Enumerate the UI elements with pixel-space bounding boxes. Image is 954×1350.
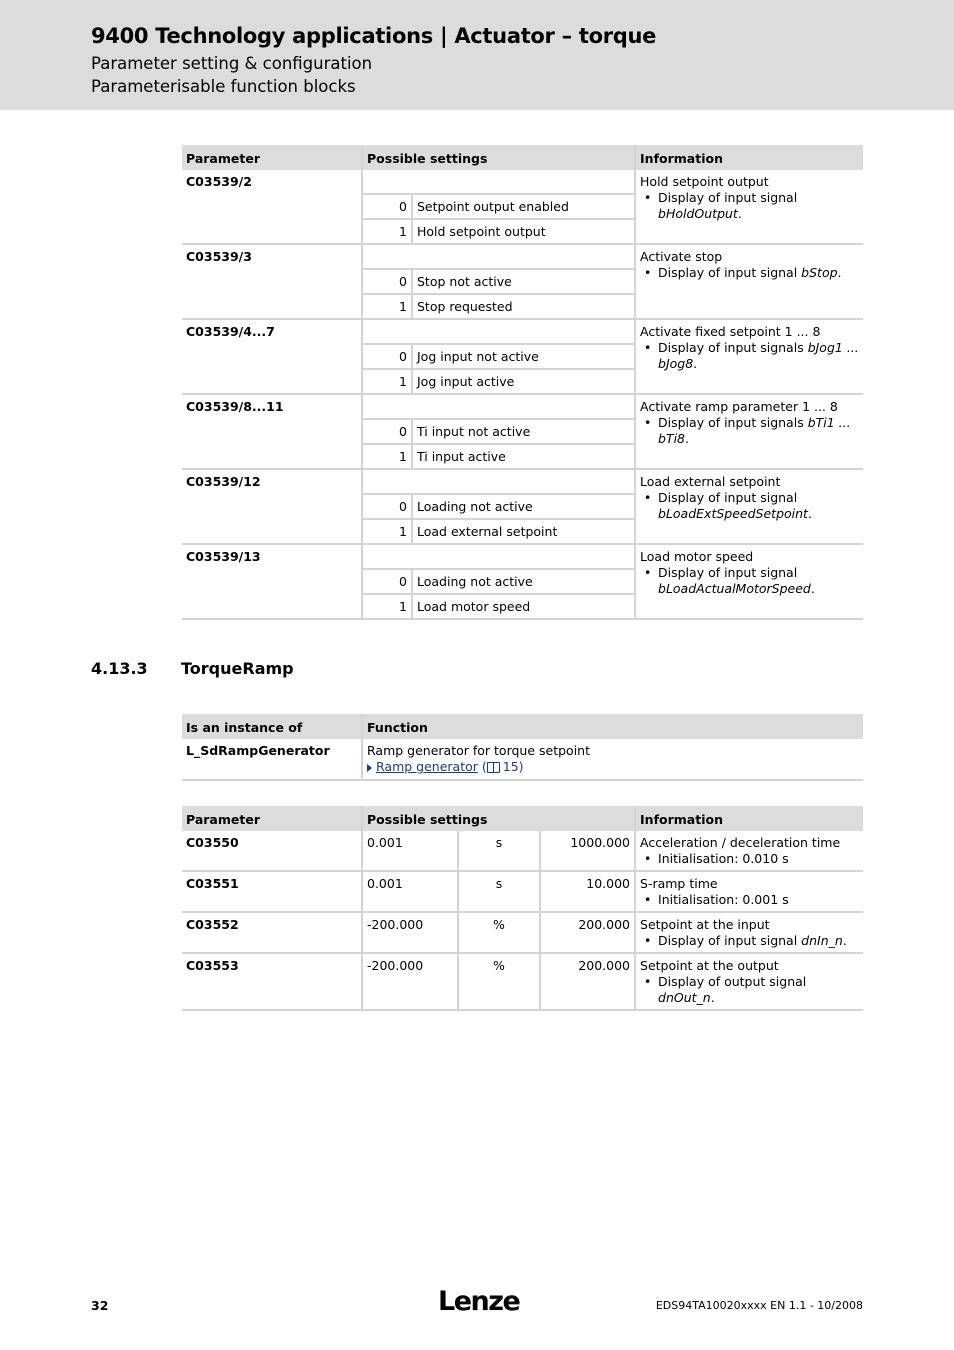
settings-spacer <box>362 469 635 494</box>
setting-value: 1 <box>362 294 412 319</box>
min-value: -200.000 <box>362 953 458 1010</box>
section-title: TorqueRamp <box>181 659 294 678</box>
information-title: Activate fixed setpoint 1 ... 8 <box>640 324 821 339</box>
setting-label: Load motor speed <box>412 594 635 619</box>
information-bullet <box>658 851 859 867</box>
min-value: -200.000 <box>362 912 458 953</box>
setting-label: Stop not active <box>412 269 635 294</box>
table-header-row <box>182 714 863 739</box>
parameter-code: C03553 <box>182 953 362 1010</box>
setting-label: Hold setpoint output <box>412 219 635 244</box>
information-title: Setpoint at the output <box>640 958 779 973</box>
max-value: 200.000 <box>540 912 635 953</box>
page-reference[interactable]: ( 15) <box>481 759 524 774</box>
parameter-code: C03551 <box>182 871 362 912</box>
parameter-code: C03539/4...7 <box>182 319 362 394</box>
document-id: EDS94TA10020xxxx EN 1.1 - 10/2008 <box>655 1299 863 1312</box>
information-cell <box>635 244 863 319</box>
bullet-end: . <box>685 431 689 446</box>
table-header-row <box>182 806 863 831</box>
information-bullet <box>658 190 859 222</box>
setting-label: Jog input not active <box>412 344 635 369</box>
column-header-possible-settings: Possible settings <box>362 806 635 831</box>
information-bullet <box>658 415 859 447</box>
setting-value: 1 <box>362 219 412 244</box>
information-list <box>640 340 859 372</box>
signal-name: bHoldOutput <box>658 206 738 221</box>
page-number: 32 <box>91 1298 109 1313</box>
parameter-code: C03539/3 <box>182 244 362 319</box>
information-bullet <box>658 565 859 597</box>
lenze-logo: Lenze <box>438 1286 520 1317</box>
table-row <box>182 831 863 871</box>
information-bullet <box>658 933 859 949</box>
settings-spacer <box>362 319 635 344</box>
bullet-text: Display of input signal <box>658 933 802 948</box>
bullet-text: Initialisation: 0.001 s <box>658 892 789 907</box>
min-value: 0.001 <box>362 871 458 912</box>
information-list <box>640 415 859 447</box>
information-bullet <box>658 490 859 522</box>
information-title: Hold setpoint output <box>640 174 769 189</box>
bullet-text: Display of output signal <box>658 974 807 989</box>
column-header-parameter: Parameter <box>182 145 362 170</box>
setting-label: Loading not active <box>412 494 635 519</box>
unit: % <box>458 953 540 1010</box>
function-cell <box>362 739 863 780</box>
settings-spacer <box>362 170 635 194</box>
setting-value: 0 <box>362 494 412 519</box>
information-bullet <box>658 340 859 372</box>
instance-table <box>182 714 863 781</box>
setting-label: Ti input not active <box>412 419 635 444</box>
signal-name: bJog1 ... bJog8 <box>658 340 859 371</box>
bullet-end: . <box>837 265 842 280</box>
information-cell <box>635 831 863 871</box>
bullet-end: . <box>842 933 847 948</box>
information-title: Acceleration / deceleration time <box>640 835 841 850</box>
table-header-row <box>182 145 863 170</box>
column-header-instance: Is an instance of <box>182 714 362 739</box>
function-description: Ramp generator for torque setpoint <box>367 743 590 758</box>
information-cell <box>635 170 863 244</box>
min-value: 0.001 <box>362 831 458 871</box>
signal-name: dnIn_n <box>801 933 843 948</box>
signal-name: dnOut_n <box>658 990 711 1005</box>
column-header-information: Information <box>635 806 863 831</box>
information-cell <box>635 469 863 544</box>
table-row <box>182 170 863 194</box>
setting-label: Setpoint output enabled <box>412 194 635 219</box>
setting-value: 0 <box>362 419 412 444</box>
information-title: Activate stop <box>640 249 723 264</box>
bullet-text: Display of input signals <box>658 340 808 355</box>
information-list <box>640 851 859 867</box>
table-row <box>182 871 863 912</box>
information-list <box>640 892 859 908</box>
bullet-text: Display of input signal <box>658 190 798 205</box>
cross-reference[interactable] <box>367 759 859 775</box>
parameter-code: C03539/13 <box>182 544 362 619</box>
parameter-table-1 <box>182 145 863 620</box>
information-list <box>640 190 859 222</box>
settings-spacer <box>362 244 635 269</box>
information-cell <box>635 912 863 953</box>
bullet-text: Initialisation: 0.010 s <box>658 851 789 866</box>
bullet-end: . <box>710 990 715 1005</box>
unit: % <box>458 912 540 953</box>
parameter-code: C03539/2 <box>182 170 362 244</box>
bullet-end: . <box>807 506 812 521</box>
page-number-ref: 15 <box>502 759 519 774</box>
information-title: Activate ramp parameter 1 ... 8 <box>640 399 838 414</box>
information-list <box>640 933 859 949</box>
section-subtitle: Parameterisable function blocks <box>91 77 356 96</box>
document-title: 9400 Technology applications | Actuator – torque <box>91 24 657 48</box>
table-row <box>182 953 863 1010</box>
column-header-possible-settings: Possible settings <box>362 145 635 170</box>
signal-name: bStop <box>801 265 838 280</box>
information-title: Setpoint at the input <box>640 917 770 932</box>
column-header-information: Information <box>635 145 863 170</box>
information-cell <box>635 319 863 394</box>
information-title: Load motor speed <box>640 549 754 564</box>
bullet-end: . <box>693 356 698 371</box>
setting-value: 1 <box>362 519 412 544</box>
information-title: Load external setpoint <box>640 474 781 489</box>
information-list <box>640 265 859 281</box>
unit: s <box>458 831 540 871</box>
information-cell <box>635 394 863 469</box>
setting-label: Ti input active <box>412 444 635 469</box>
table-row <box>182 739 863 780</box>
unit: s <box>458 871 540 912</box>
setting-value: 1 <box>362 369 412 394</box>
information-bullet <box>658 892 859 908</box>
bullet-text: Display of input signal <box>658 265 802 280</box>
bullet-end: . <box>810 581 815 596</box>
signal-name: bLoadExtSpeedSetpoint <box>658 506 808 521</box>
table-row <box>182 319 863 344</box>
parameter-code: C03539/12 <box>182 469 362 544</box>
setting-value: 0 <box>362 269 412 294</box>
parameter-table-2 <box>182 806 863 1011</box>
setting-value: 1 <box>362 444 412 469</box>
settings-spacer <box>362 544 635 569</box>
setting-label: Loading not active <box>412 569 635 594</box>
information-bullet <box>658 974 859 1006</box>
table-row <box>182 244 863 269</box>
information-list <box>640 490 859 522</box>
table-row <box>182 469 863 494</box>
ramp-generator-link[interactable]: Ramp generator <box>376 759 478 774</box>
column-header-function: Function <box>362 714 863 739</box>
book-icon <box>487 762 500 773</box>
setting-label: Jog input active <box>412 369 635 394</box>
setting-label: Stop requested <box>412 294 635 319</box>
max-value: 10.000 <box>540 871 635 912</box>
information-cell <box>635 871 863 912</box>
table-row <box>182 544 863 569</box>
signal-name: bTi1 ... bTi8 <box>658 415 851 446</box>
instance-name: L_SdRampGenerator <box>182 739 362 780</box>
parameter-code: C03550 <box>182 831 362 871</box>
information-cell <box>635 544 863 619</box>
page-header <box>0 0 954 110</box>
signal-name: bLoadActualMotorSpeed <box>658 581 811 596</box>
table-row <box>182 394 863 419</box>
setting-label: Load external setpoint <box>412 519 635 544</box>
settings-spacer <box>362 394 635 419</box>
information-title: S-ramp time <box>640 876 718 891</box>
parameter-code: C03552 <box>182 912 362 953</box>
chapter-subtitle: Parameter setting & configuration <box>91 54 373 73</box>
setting-value: 0 <box>362 569 412 594</box>
bullet-text: Display of input signal <box>658 490 798 505</box>
column-header-parameter: Parameter <box>182 806 362 831</box>
arrow-right-icon <box>367 764 372 772</box>
setting-value: 0 <box>362 344 412 369</box>
setting-value: 1 <box>362 594 412 619</box>
parameter-code: C03539/8...11 <box>182 394 362 469</box>
bullet-text: Display of input signals <box>658 415 808 430</box>
information-list <box>640 974 859 1006</box>
information-bullet <box>658 265 859 281</box>
information-list <box>640 565 859 597</box>
section-number: 4.13.3 <box>91 659 148 678</box>
setting-value: 0 <box>362 194 412 219</box>
information-cell <box>635 953 863 1010</box>
bullet-end: . <box>737 206 742 221</box>
max-value: 200.000 <box>540 953 635 1010</box>
bullet-text: Display of input signal <box>658 565 798 580</box>
table-row <box>182 912 863 953</box>
max-value: 1000.000 <box>540 831 635 871</box>
